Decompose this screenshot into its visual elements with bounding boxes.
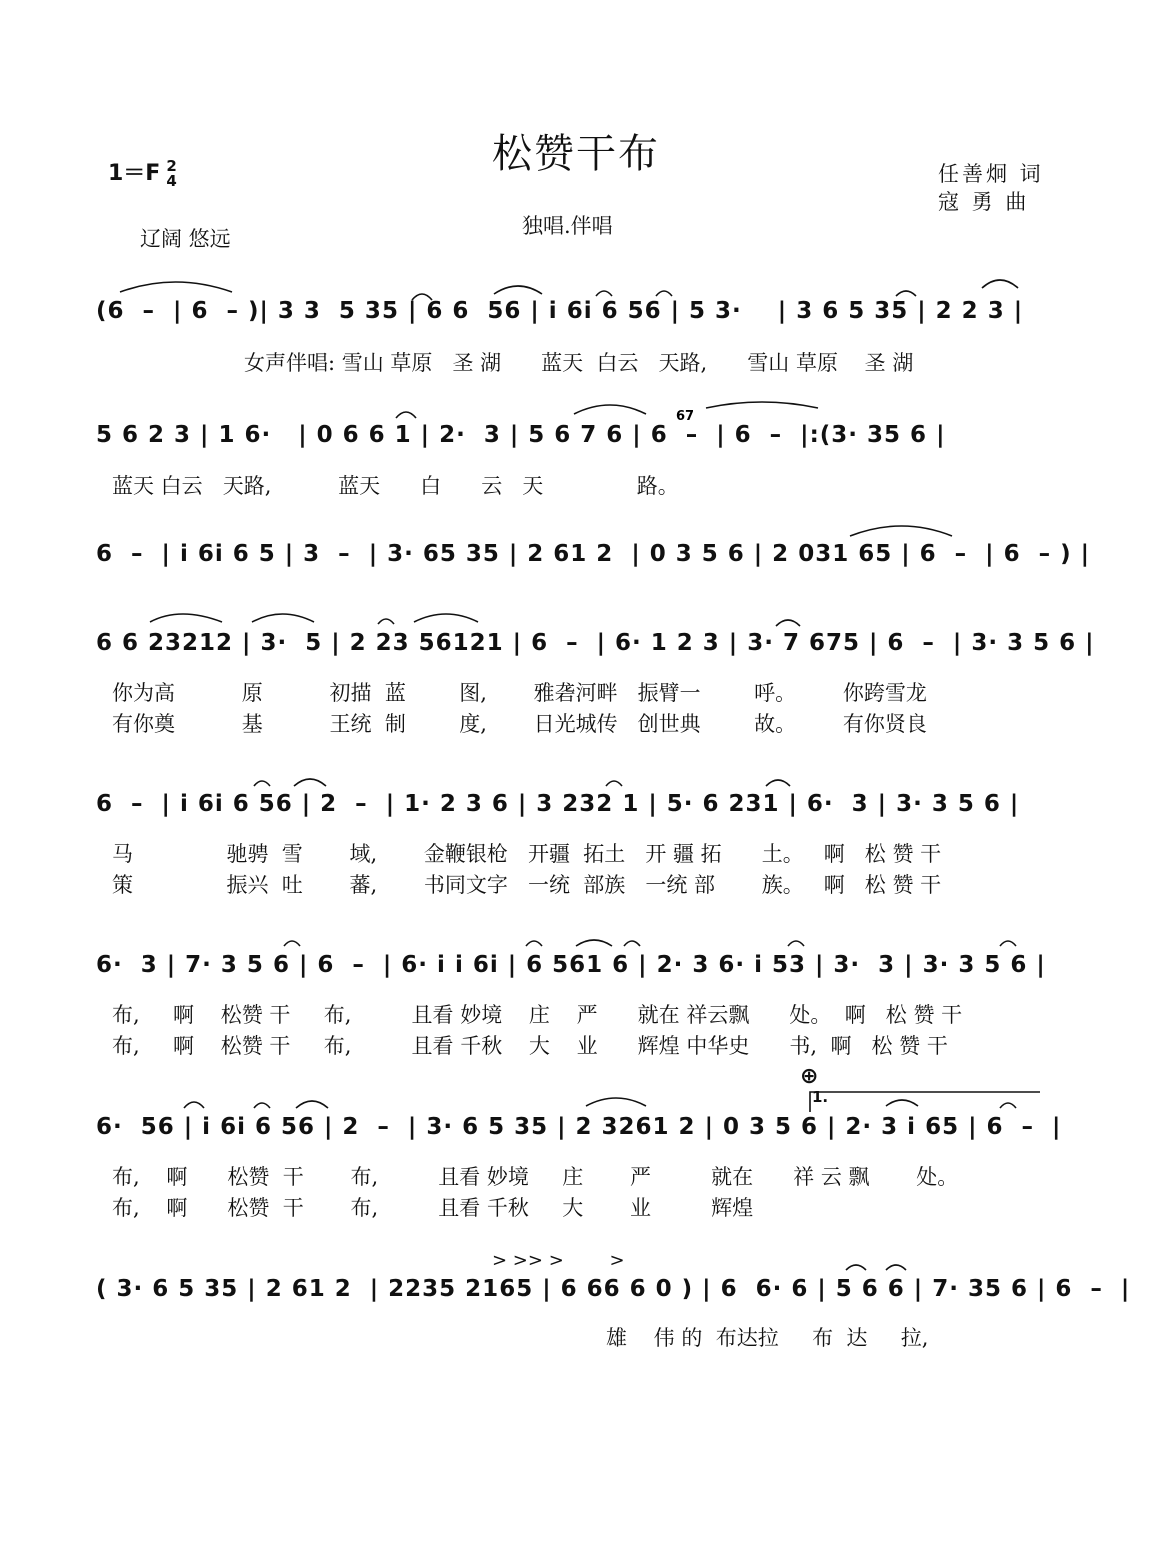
time-top: 2	[166, 157, 177, 175]
notation-line-3: 6 – | i 6i 6 5 | 3 – | 3· 65 35 | 2 61 2 | 0 3 5 6 | 2 031 65 | 6 – | 6 – ) |	[96, 541, 1091, 567]
lyric-line-4b: 有你奠 基 王统 制 度, 日光城传 创世典 故。 有你贤良	[112, 712, 927, 736]
lyric-text: 女声伴唱: 雪山 草原 圣 湖 蓝天 白云 天路, 雪山 草原 圣 湖	[244, 351, 914, 375]
tie-mark	[1000, 941, 1016, 946]
tempo-marking: 辽阔 悠远	[140, 227, 231, 251]
lyric-line-7a: 布, 啊 松赞 干 布, 且看 妙境 庄 严 就在 祥 云 飘 处。	[112, 1165, 959, 1189]
tie-mark	[254, 1103, 270, 1108]
lyric-line-1a	[244, 347, 1152, 377]
lyric-line-6b: 布, 啊 松赞 干 布, 且看 千秋 大 业 辉煌 中华史 书, 啊 松 赞 干	[112, 1034, 948, 1058]
performance-style: 独唱.伴唱	[522, 214, 613, 238]
tie-mark	[886, 1265, 906, 1270]
key-label: 1＝F	[108, 161, 161, 186]
lyric-line-5a: 马 驰骋 雪 域, 金鞭银枪 开疆 拓土 开 疆 拓 土。 啊 松 赞 干	[112, 842, 942, 866]
tie-mark	[574, 405, 646, 414]
lyric-line-6a: 布, 啊 松赞 干 布, 且看 妙境 庄 严 就在 祥云飘 处。 啊 松 赞 干	[112, 1003, 963, 1027]
tie-mark	[766, 780, 790, 786]
tie-mark	[896, 291, 916, 296]
tie-mark	[850, 526, 952, 536]
lyric-line-2a: 蓝天 白云 天路, 蓝天 白 云 天 路。	[112, 474, 679, 498]
notation-line-7: 6· 56 | i 6i 6 56 | 2 – | 3· 6 5 35 | 2 3261 2 | 0 3 5 6 | 2· 3 i 65 | 6 – |	[96, 1114, 1062, 1140]
lyric-line-8a: 雄 伟 的 布达拉 布 达 拉,	[112, 1326, 929, 1350]
lyric-line-5b: 策 振兴 吐 蕃, 书同文字 一统 部族 一统 部 族。 啊 松 赞 干	[112, 873, 942, 897]
tie-mark	[776, 620, 800, 626]
tie-mark	[294, 779, 326, 786]
tie-mark	[252, 614, 314, 622]
tie-mark	[120, 282, 232, 292]
tie-mark	[624, 941, 640, 946]
tie-mark	[284, 941, 300, 946]
volta-label: 1.	[812, 1088, 829, 1106]
key-signature	[108, 156, 177, 189]
tie-mark	[982, 280, 1018, 288]
notation-line-5: 6 – | i 6i 6 56 | 2 – | 1· 2 3 6 | 3 232 1 | 5· 6 231 | 6· 3 | 3· 3 5 6 |	[96, 791, 1020, 817]
composer-credit: 寇 勇 曲	[938, 190, 1030, 214]
time-signature	[166, 159, 176, 189]
lyricist-credit: 任善炯 词	[938, 162, 1044, 186]
tie-mark	[296, 1101, 328, 1108]
coda-sign: ⊕	[800, 1064, 819, 1089]
tie-mark	[886, 1100, 918, 1106]
tie-mark	[586, 1098, 646, 1106]
tie-mark	[706, 402, 818, 408]
tie-mark	[254, 781, 270, 786]
accent-marks: > >> > >	[492, 1250, 625, 1271]
tie-mark	[846, 1265, 866, 1270]
volta-bracket	[810, 1092, 1040, 1112]
grace-notes: 67	[676, 409, 695, 424]
tie-mark	[596, 291, 612, 296]
notation-line-4: 6 6 23212 | 3· 5 | 2 23 56121 | 6 – | 6· 1 2 3 | 3· 7 675 | 6 – | 3· 3 5 6 |	[96, 630, 1095, 656]
tie-mark	[1000, 1103, 1016, 1108]
notation-line-1: (6 – | 6 – )| 3 3 5 35 | 6 6 56 | i 6i 6 56 | 5 3· | 3 6 5 35 | 2 2 3 |	[96, 298, 1024, 324]
tie-mark	[184, 1102, 204, 1108]
notation-line-8: ( 3· 6 5 35 | 2 61 2 | 2235 2165 | 6 66 6 0 ) | 6 6· 6 | 5 6 6 | 7· 35 6 | 6 – |	[96, 1276, 1131, 1302]
time-bottom: 4	[166, 172, 177, 190]
tie-mark	[606, 781, 622, 786]
tie-mark	[576, 940, 612, 946]
lyric-line-7b: 布, 啊 松赞 干 布, 且看 千秋 大 业 辉煌	[112, 1196, 754, 1220]
lyric-line-4a: 你为高 原 初描 蓝 图, 雅砻河畔 振臂一 呼。 你跨雪龙	[112, 681, 927, 705]
notation-line-6: 6· 3 | 7· 3 5 6 | 6 – | 6· i i 6i | 6 561 6 | 2· 3 6· i 53 | 3· 3 | 3· 3 5 6 |	[96, 952, 1046, 978]
tie-mark	[788, 941, 804, 946]
tie-mark	[526, 941, 542, 946]
tie-mark	[414, 614, 478, 622]
song-title: 松赞干布	[492, 131, 660, 177]
tie-mark	[656, 291, 672, 296]
notation-line-2: 5 6 2 3 | 1 6· | 0 6 6 1 | 2· 3 | 5 6 7 6 | 6 – | 6 – |:(3· 35 6 |	[96, 422, 946, 448]
tie-mark	[494, 286, 542, 294]
tie-mark	[378, 619, 394, 624]
tie-mark	[396, 412, 416, 418]
tie-mark	[150, 614, 222, 622]
